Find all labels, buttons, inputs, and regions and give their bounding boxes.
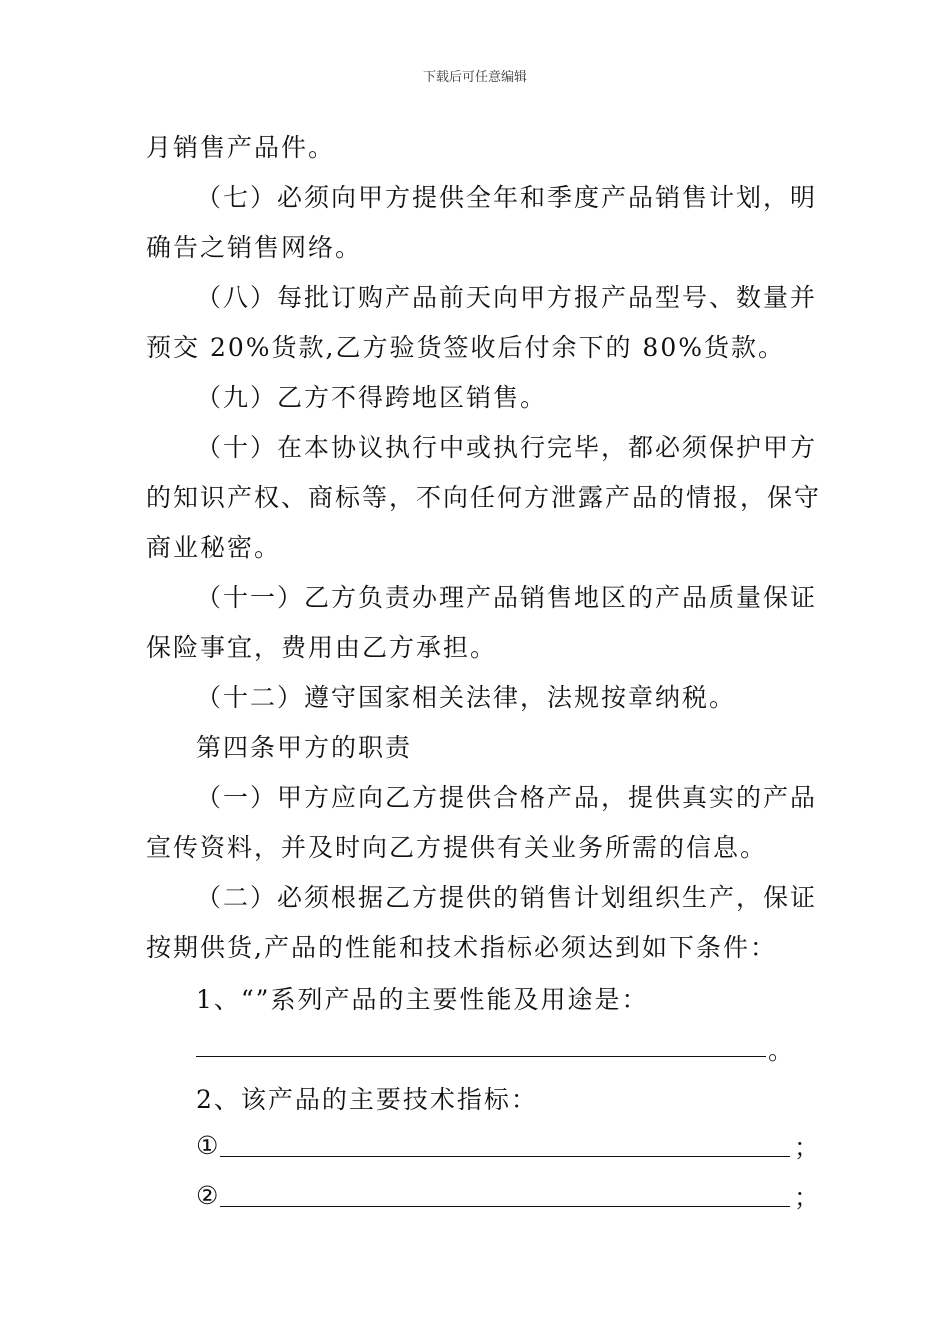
item-1-marker: ①: [196, 1131, 219, 1160]
text-line: （十二）遵守国家相关法律，法规按章纳税。: [196, 683, 737, 712]
usage-blank-line: [196, 1056, 766, 1057]
item-2-blank-line: [220, 1206, 790, 1207]
text-line: （一）甲方应向乙方提供合格产品，提供真实的产品: [196, 783, 818, 812]
text-line: （七）必须向甲方提供全年和季度产品销售计划，明: [196, 183, 818, 212]
item-1-blank-line: [220, 1156, 790, 1157]
text-line: 预交 20%货款,乙方验货签收后付余下的 80%货款。: [146, 333, 785, 362]
text-line: 2、该产品的主要技术指标：: [196, 1085, 538, 1114]
text-line: （二）必须根据乙方提供的销售计划组织生产，保证: [196, 883, 818, 912]
text-line: 保险事宜，费用由乙方承担。: [146, 633, 498, 662]
text-line: 月销售产品件。: [146, 133, 336, 162]
text-line: （八）每批订购产品前天向甲方报产品型号、数量并: [196, 283, 818, 312]
text-line: 宣传资料，并及时向乙方提供有关业务所需的信息。: [146, 833, 768, 862]
text-line: 1、“”系列产品的主要性能及用途是：: [196, 985, 649, 1014]
text-line: 按期供货,产品的性能和技术指标必须达到如下条件：: [146, 933, 777, 962]
text-line: （九）乙方不得跨地区销售。: [196, 383, 548, 412]
text-line: 商业秘密。: [146, 533, 282, 562]
page-header: 下载后可任意编辑: [422, 70, 527, 85]
text-line: （十）在本协议执行中或执行完毕，都必须保护甲方: [196, 433, 818, 462]
item-2-end-mark: ；: [794, 1183, 820, 1212]
text-line: （十一）乙方负责办理产品销售地区的产品质量保证: [196, 583, 818, 612]
usage-end-mark: 。: [768, 1036, 794, 1065]
item-1-end-mark: ；: [794, 1133, 820, 1162]
item-2-marker: ②: [196, 1181, 219, 1210]
text-line: 的知识产权、商标等，不向任何方泄露产品的情报，保守: [146, 483, 822, 512]
text-line: 确告之销售网络。: [146, 233, 363, 262]
section-heading: 第四条甲方的职责: [196, 733, 413, 762]
